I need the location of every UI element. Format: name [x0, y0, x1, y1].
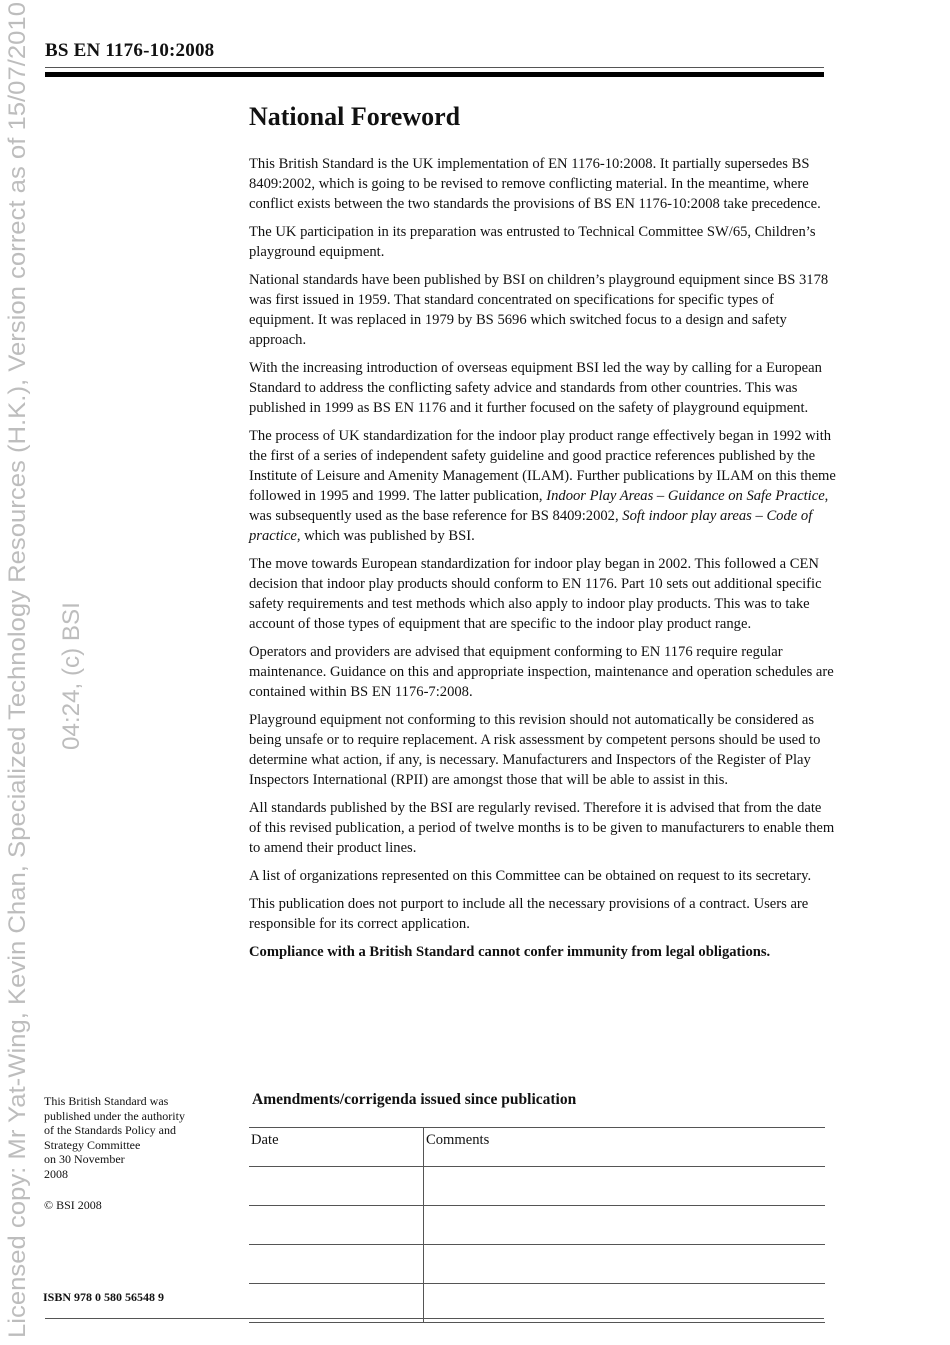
paragraph-text: A list of organizations represented on this Committee can be obtained on request to its secretary.	[249, 868, 812, 884]
paragraph-text: The move towards European standardization for indoor play began in 2002. This followed a CEN decision that indoor play products should conform to EN 1176. Part 10 sets out additional specific safety requirements and test methods which also apply to indoor play products. This was to take account of those types of equipment that are specific to the indoor play product range.	[249, 556, 822, 632]
authority-line: of the Standards Policy and	[44, 1123, 176, 1138]
paragraph-text: , was subsequently used as the base reference for BS 8409:2002,	[249, 488, 829, 524]
page-title: National Foreword	[249, 102, 461, 131]
paragraph-text: Playground equipment not conforming to this revision should not automatically be considered as being unsafe or to require replacement. A risk assessment by competent persons should be used to determine what action, if any, is necessary. Manufacturers and Inspectors of the Register of Play Inspectors International (RPII) are amongst those that will be able to assist in this.	[249, 712, 821, 788]
national-foreword	[249, 100, 837, 970]
paragraph-text: Compliance with a British Standard cannot confer immunity from legal obligations.	[249, 944, 771, 960]
publication-title: Soft indoor play areas – Code of practice	[249, 508, 813, 544]
date-cell	[249, 1245, 424, 1284]
standard-number: BS EN 1176-10:2008	[45, 40, 215, 61]
date-cell	[249, 1206, 424, 1245]
comments-cell	[424, 1206, 826, 1245]
watermark-line-2: 04:24, (c) BSI	[58, 602, 85, 750]
foreword-paragraph	[249, 894, 837, 934]
watermark-line-1: Licensed copy: Mr Yat-Wing, Kevin Chan, Specialized Technology Resources (H.K.), Version correct as of 15/07/2010	[4, 79, 31, 1338]
amendments-header-row	[249, 1128, 825, 1167]
copyright-notice: © BSI 2008	[44, 1197, 102, 1212]
foreword-paragraph	[249, 358, 837, 418]
amendments-table	[249, 1127, 825, 1323]
foreword-paragraph	[249, 426, 837, 546]
paragraph-text: With the increasing introduction of overseas equipment BSI led the way by calling for a European Standard to address the conflicting safety advice and standards from other countries. This was published in 1999 as BS EN 1176 and it further focused on the safety of playground equipment.	[249, 360, 822, 416]
foreword-paragraph	[249, 866, 837, 886]
amendments-title: Amendments/corrigenda issued since publication	[252, 1091, 577, 1108]
authority-statement	[44, 1094, 234, 1182]
footer-rule	[45, 1318, 824, 1319]
column-header-comments: Comments	[424, 1128, 826, 1167]
paragraph-text: This publication does not purport to include all the necessary provisions of a contract. Users are responsible for its correct application.	[249, 896, 809, 932]
foreword-paragraph	[249, 270, 837, 350]
table-row	[249, 1167, 825, 1206]
foreword-paragraph	[249, 942, 837, 962]
date-cell	[249, 1284, 424, 1323]
table-row	[249, 1206, 825, 1245]
paragraph-text: The process of UK standardization for the indoor play product range effectively began in 1992 with the first of a series of independent safety guideline and good practice references published by the Institute of Leisure and Amenity Management (ILAM). Further publications by ILAM on this theme followed in 1995 and 1999. The latter publication,	[249, 428, 836, 504]
foreword-paragraph	[249, 154, 837, 214]
authority-line: Strategy Committee	[44, 1137, 141, 1152]
table-row	[249, 1245, 825, 1284]
foreword-paragraph	[249, 554, 837, 634]
paragraph-text: , which was published by BSI.	[296, 528, 475, 544]
comments-cell	[424, 1245, 826, 1284]
paragraph-text: Operators and providers are advised that equipment conforming to EN 1176 require regular maintenance. Guidance on this and appropriate inspection, maintenance and operation schedules are contained within BS EN 1176-7:2008.	[249, 644, 834, 700]
table-row	[249, 1284, 825, 1323]
comments-cell	[424, 1284, 826, 1323]
date-cell	[249, 1167, 424, 1206]
column-header-date: Date	[249, 1128, 424, 1167]
authority-line: published under the authority	[44, 1108, 185, 1123]
header-rule-thin	[45, 67, 824, 68]
authority-line: This British Standard was	[44, 1094, 169, 1108]
publication-title: Indoor Play Areas – Guidance on Safe Practice	[546, 488, 825, 504]
publication-info	[44, 1094, 234, 1212]
paragraph-text: The UK participation in its preparation was entrusted to Technical Committee SW/65, Children’s playground equipment.	[249, 224, 816, 260]
authority-line: on 30 November	[44, 1152, 125, 1167]
foreword-paragraph	[249, 642, 837, 702]
foreword-paragraph	[249, 222, 837, 262]
foreword-paragraph	[249, 798, 837, 858]
authority-line: 2008	[44, 1166, 68, 1181]
header-rule-thick	[45, 72, 824, 77]
foreword-body	[249, 154, 837, 962]
paragraph-text: National standards have been published by BSI on children’s playground equipment since BS 3178 was first issued in 1959. That standard concentrated on specifications for specific types of equipment. It was replaced in 1979 by BS 5696 which switched focus to a design and safety approach.	[249, 272, 829, 348]
foreword-paragraph	[249, 710, 837, 790]
isbn: ISBN 978 0 580 56548 9	[43, 1290, 165, 1304]
comments-cell	[424, 1167, 826, 1206]
paragraph-text: This British Standard is the UK implementation of EN 1176-10:2008. It partially supersedes BS 8409:2002, which is going to be revised to remove conflicting material. In the meantime, where conflict exists between the two standards the provisions of BS EN 1176-10:2008 take precedence.	[249, 156, 821, 212]
paragraph-text: All standards published by the BSI are regularly revised. Therefore it is advised that from the date of this revised publication, a period of twelve months is to be given to manufacturers to enable them to amend their product lines.	[249, 800, 835, 856]
